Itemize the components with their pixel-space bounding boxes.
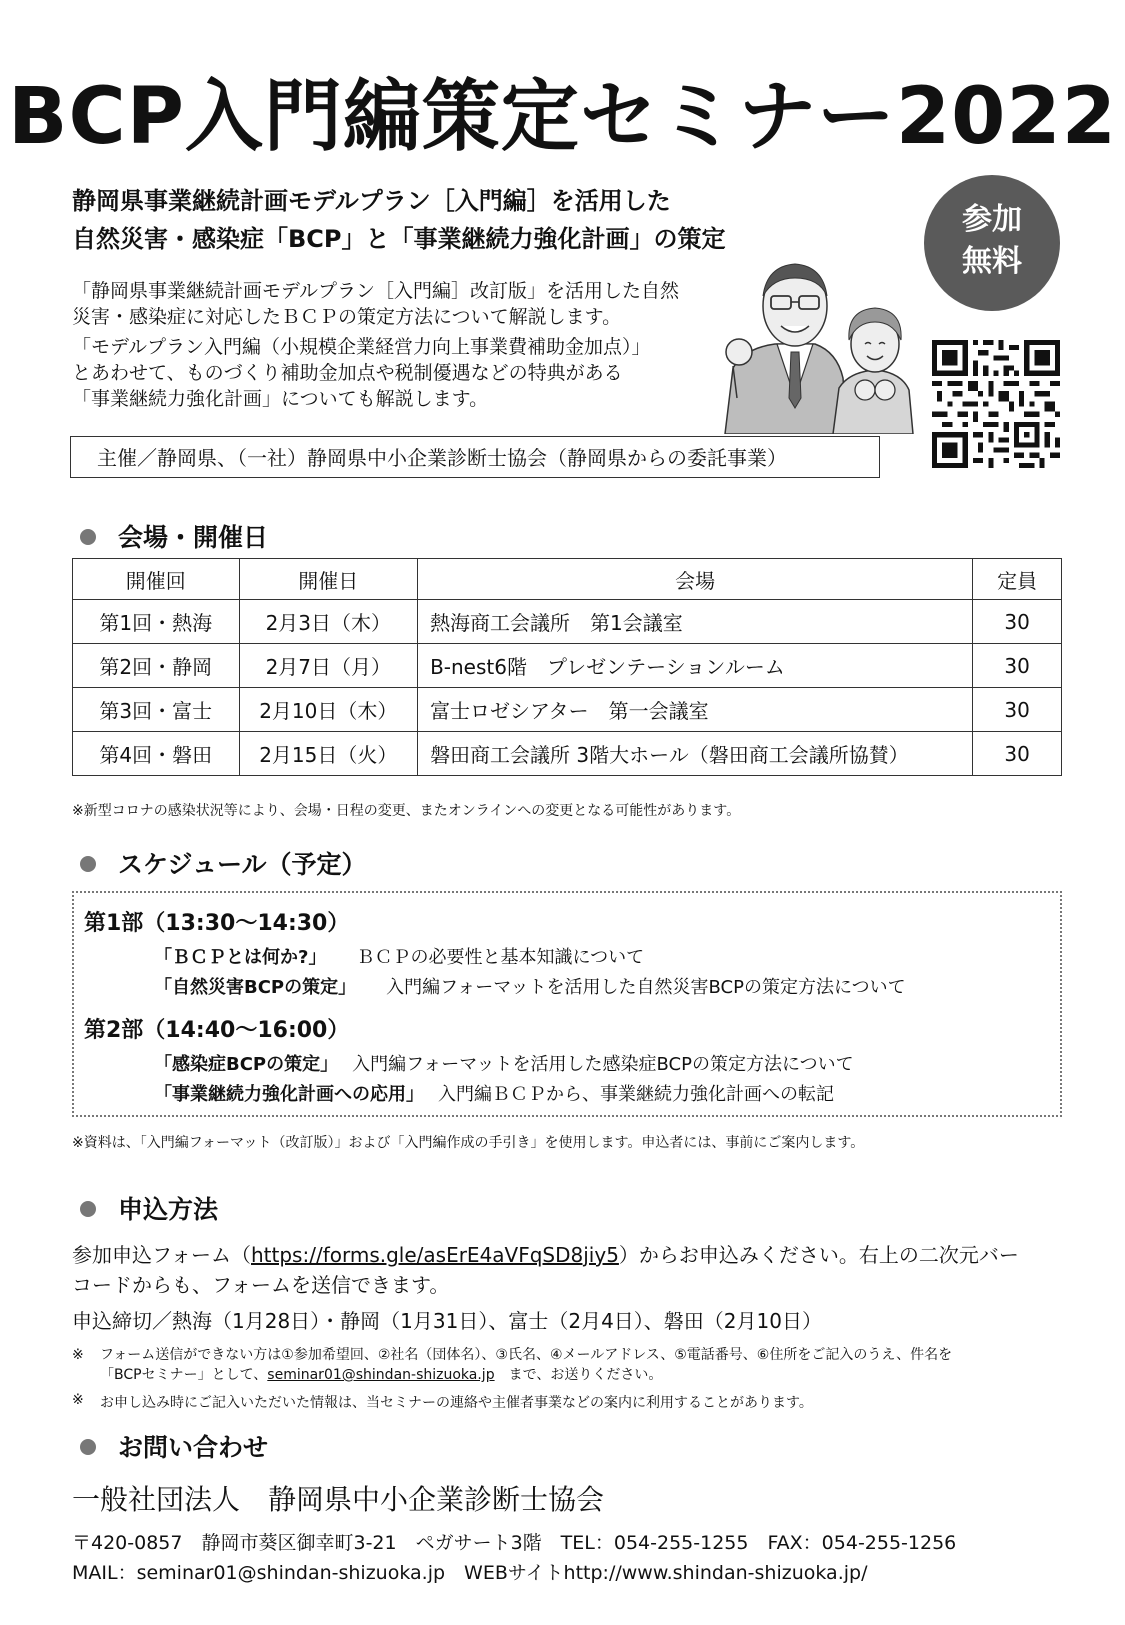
intro-line: 災害・感染症に対応したＢＣＰの策定方法について解説します。 [72, 306, 622, 328]
cell-date: 2月7日（月） [239, 644, 418, 688]
cell-capacity: 30 [973, 644, 1062, 688]
subtitle [72, 182, 726, 258]
cell-venue: 富士ロゼシアター 第一会議室 [418, 688, 973, 732]
free-badge [924, 175, 1060, 311]
email-link[interactable]: seminar01@shindan-shizuoka.jp [267, 1367, 495, 1383]
schedule-item [154, 1050, 854, 1076]
section-schedule-title [80, 845, 367, 881]
apply-form-text [72, 1240, 1019, 1300]
contact-address: 〒420-0857 静岡市葵区御幸町3-21 ペガサート3階 TEL：054-255-1255 FAX：054-255-1256 [72, 1532, 957, 1554]
schedule-item-title: 「ＢＣＰとは何か?」 [154, 947, 327, 968]
section-contact-label: お問い合わせ [118, 1433, 269, 1462]
bullet-icon [80, 856, 96, 872]
cell-venue: B-nest6階 プレゼンテーションルーム [418, 644, 973, 688]
apply-deadline: 申込締切／熱海（1月28日）・静岡（1月31日）、富士（2月4日）、磐田（2月10日） [72, 1309, 822, 1333]
bullet-icon [80, 1201, 96, 1217]
column-header: 定員 [973, 559, 1062, 600]
table-row [73, 600, 1062, 644]
apply-text: コードからも、フォームを送信できます。 [72, 1273, 450, 1297]
schedule-item-desc: 入門編フォーマットを活用した自然災害BCPの策定方法について [386, 977, 906, 998]
note-mark: ※ [72, 1347, 84, 1363]
venue-table [72, 558, 1062, 776]
table-row [73, 688, 1062, 732]
note-text: お申し込み時にご記入いただいた情報は、当セミナーの連絡や主催者事業などの案内に利用することがあります。 [100, 1395, 813, 1411]
apply-note-1 [72, 1345, 1072, 1383]
contact-org: 一般社団法人 静岡県中小企業診断士協会 [72, 1483, 605, 1516]
column-header: 会場 [418, 559, 973, 600]
cell-venue: 熱海商工会議所 第1会議室 [418, 600, 973, 644]
form-link[interactable]: https://forms.gle/asErE4aVFqSD8jiy5 [251, 1243, 619, 1267]
section-apply-title [80, 1190, 218, 1226]
qr-code[interactable] [932, 340, 1060, 468]
cell-date: 2月10日（木） [239, 688, 418, 732]
badge-line: 無料 [962, 244, 1022, 279]
table-row [73, 732, 1062, 776]
schedule-item-title: 「自然災害BCPの策定」 [154, 977, 357, 998]
section-venue-label: 会場・開催日 [118, 523, 269, 552]
schedule-note: ※資料は、「入門編フォーマット（改訂版）」および「入門編作成の手引き」を使用します。申込者には、事前にご案内します。 [72, 1135, 865, 1151]
apply-text: ）からお申込みください。右上の二次元バー [618, 1243, 1019, 1267]
subtitle-line: 自然災害・感染症「BCP」と「事業継続力強化計画」の策定 [72, 225, 726, 253]
schedule-part2-title: 第2部（14:40～16:00） [84, 1018, 350, 1043]
cell-session: 第1回・熱海 [73, 600, 240, 644]
schedule-item-desc: 入門編ＢＣＰから、事業継続力強化計画への転記 [438, 1084, 834, 1105]
elderly-couple-illustration [715, 248, 915, 434]
bullet-icon [80, 1439, 96, 1455]
note-text: フォーム送信ができない方は①参加希望回、②社名（団体名）、③氏名、④メールアドレス、⑤電話番号、⑥住所をご記入のうえ、件名を [100, 1347, 953, 1363]
intro-text [72, 278, 679, 416]
section-schedule-label: スケジュール（予定） [118, 850, 367, 879]
cell-session: 第2回・静岡 [73, 644, 240, 688]
schedule-item-title: 「事業継続力強化計画への応用」 [154, 1084, 424, 1105]
cell-venue: 磐田商工会議所 3階大ホール（磐田商工会議所協賛） [418, 732, 973, 776]
contact-mail-web: MAIL：seminar01@shindan-shizuoka.jp WEBサイトhttp://www.shindan-shizuoka.jp/ [72, 1562, 868, 1584]
schedule-item-title: 「感染症BCPの策定」 [154, 1054, 339, 1075]
cell-capacity: 30 [973, 600, 1062, 644]
schedule-item [154, 943, 644, 969]
schedule-item-desc: 入門編フォーマットを活用した感染症BCPの策定方法について [352, 1054, 854, 1075]
bullet-icon [80, 529, 96, 545]
schedule-part1-title: 第1部（13:30～14:30） [84, 911, 350, 936]
intro-line: 「事業継続力強化計画」についても解説します。 [72, 388, 489, 410]
badge-line: 参加 [962, 202, 1022, 237]
apply-text: 参加申込フォーム（ [72, 1243, 251, 1267]
schedule-item-desc: ＢＣＰの必要性と基本知識について [356, 947, 645, 968]
column-header: 開催日 [239, 559, 418, 600]
cell-capacity: 30 [973, 732, 1062, 776]
page-title: BCP入門編策定セミナー2022 [8, 72, 1117, 162]
intro-line: とあわせて、ものづくり補助金加点や税制優遇などの特典がある [72, 362, 623, 384]
table-header-row [73, 559, 1062, 600]
schedule-item [154, 973, 906, 999]
section-apply-label: 申込方法 [118, 1195, 219, 1224]
apply-note-2 [72, 1392, 813, 1411]
cell-capacity: 30 [973, 688, 1062, 732]
cell-date: 2月3日（木） [239, 600, 418, 644]
schedule-item [154, 1080, 834, 1106]
intro-line: 「静岡県事業継続計画モデルプラン［入門編］改訂版」を活用した自然 [72, 280, 680, 302]
cell-session: 第4回・磐田 [73, 732, 240, 776]
venue-note: ※新型コロナの感染状況等により、会場・日程の変更、またオンラインへの変更となる可能性があります。 [72, 803, 741, 819]
column-header: 開催回 [73, 559, 240, 600]
table-row [73, 644, 1062, 688]
section-contact-title [80, 1428, 268, 1464]
subtitle-line: 静岡県事業継続計画モデルプラン［入門編］を活用した [72, 187, 671, 215]
note-text: 「BCPセミナー」として、 [100, 1367, 268, 1383]
note-text: まで、お送りください。 [508, 1367, 663, 1383]
cell-date: 2月15日（火） [239, 732, 418, 776]
note-mark: ※ [72, 1392, 84, 1408]
intro-line: 「モデルプラン入門編（小規模企業経営力向上事業費補助金加点）」 [72, 336, 651, 358]
cell-session: 第3回・富士 [73, 688, 240, 732]
organizer-box: 主催／静岡県、（一社）静岡県中小企業診断士協会（静岡県からの委託事業） [70, 436, 880, 478]
section-venue-title [80, 518, 268, 554]
